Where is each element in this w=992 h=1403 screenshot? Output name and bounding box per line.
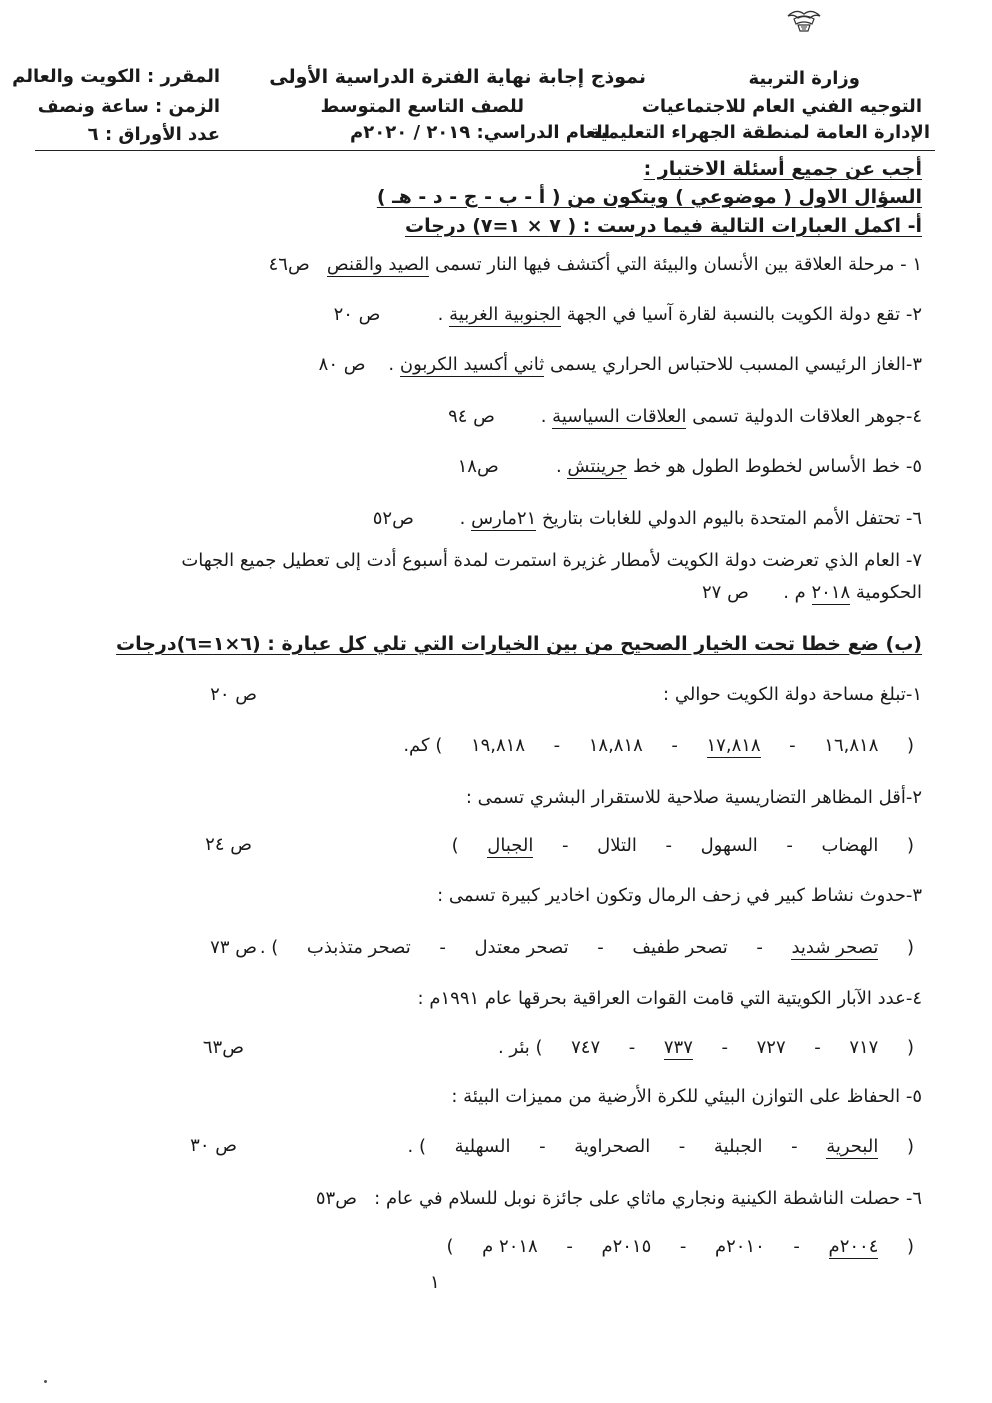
option-separator: - — [650, 1136, 714, 1157]
item-page-ref: ص ٩٤ — [448, 406, 495, 427]
item-text: ٣-الغاز الرئيسي المسبب للاحتباس الحراري يسمى — [549, 354, 922, 375]
correct-option: ٢٠٠٤م — [828, 1236, 879, 1257]
header-divider — [35, 150, 935, 151]
close-paren: ) — [529, 1037, 572, 1058]
part-b-q5-page-ref: ص ٣٠ — [190, 1135, 237, 1156]
option-suffix: . — [259, 937, 266, 958]
part-b-q4-options — [498, 1037, 914, 1058]
option-suffix: بئر . — [497, 1037, 530, 1058]
header-course: المقرر : الكويت والعالم — [12, 66, 220, 87]
part-b-q4: ٤-عدد الآبار الكويتية التي قامت القوات العراقية بحرقها عام ١٩٩١م : — [417, 988, 922, 1009]
option-separator: - — [764, 1236, 829, 1257]
option-separator: - — [642, 735, 707, 756]
option-separator: - — [651, 1236, 715, 1257]
option-separator: - — [525, 735, 589, 756]
item-answer: الجنوبية الغربية — [449, 304, 561, 325]
part-b-q1-options — [403, 735, 914, 756]
header-exam-title: نموذج إجابة نهاية الفترة الدراسية الأولى — [269, 66, 646, 88]
option: السهلية — [454, 1136, 511, 1157]
correct-option: البحرية — [826, 1136, 879, 1157]
option-separator: - — [727, 937, 792, 958]
part-b-q1: ١-تبلغ مساحة دولة الكويت حوالي : — [663, 684, 922, 705]
part-b-q2-page-ref: ص ٢٤ — [205, 834, 252, 855]
part-b-q1-page-ref: ص ٢٠ — [210, 684, 257, 705]
open-paren: ( — [878, 937, 914, 958]
instructions: أجب عن جميع أسئلة الاختبار : — [643, 158, 922, 180]
item-suffix: م . — [783, 582, 806, 603]
open-paren: ( — [878, 1236, 914, 1257]
part-a-title: أ- اكمل العبارات التالية فيما درست : ( ٧ × ١=٧) درجات — [405, 215, 922, 237]
part-a-item-1 — [269, 254, 922, 275]
option: ٢٠١٠م — [714, 1236, 765, 1257]
option: التلال — [597, 835, 637, 856]
part-a-item-5: ٥- خط الأساس لخطوط الطول هو خط جرينتش . ص١٨ — [457, 456, 922, 477]
option: ١٩,٨١٨ — [470, 735, 526, 756]
item-text: ٢- تقع دولة الكويت بالنسبة لقارة آسيا في الجهة — [566, 304, 922, 325]
question-1-title: السؤال الاول ( موضوعي ) ويتكون من ( أ - ب - ج - د - هـ ) — [376, 186, 922, 208]
header-directorate: الإدارة العامة لمنطقة الجهراء التعليمية — [589, 122, 930, 143]
part-b-q2-options — [452, 835, 914, 856]
item-page-ref: ص ٢٠ — [333, 304, 381, 325]
option: ١٦,٨١٨ — [824, 735, 879, 756]
item-page-ref: ص١٨ — [457, 456, 499, 477]
close-paren: ) — [265, 937, 307, 958]
open-paren: ( — [878, 735, 914, 756]
item-text-continued: الحكومية — [855, 582, 922, 603]
item-answer: ٢١مارس — [471, 508, 537, 529]
scan-speck — [44, 1380, 47, 1383]
open-paren: ( — [878, 1136, 914, 1157]
header-pages: عدد الأوراق : ٦ — [87, 124, 220, 145]
header-year: للعام الدراسي: ٢٠١٩ / ٢٠٢٠م — [350, 122, 610, 143]
option-separator: - — [568, 937, 633, 958]
option-separator: - — [510, 1136, 575, 1157]
part-b-q3: ٣-حدوث نشاط كبير في زحف الرمال وتكون اخادير كبيرة تسمى : — [437, 885, 922, 906]
item-text: ٤-جوهر العلاقات الدولية تسمى — [692, 406, 922, 427]
header-time: الزمن : ساعة ونصف — [37, 96, 220, 117]
part-a-item-3: ٣-الغاز الرئيسي المسبب للاحتباس الحراري يسمى ثاني أكسيد الكربون . ص ٨٠ — [318, 354, 922, 375]
question-page-ref: ص٥٣ — [315, 1188, 357, 1209]
option-separator: - — [757, 835, 822, 856]
option: ٧٤٧ — [571, 1037, 601, 1058]
option-separator: - — [762, 1136, 827, 1157]
item-answer: جرينتش — [567, 456, 628, 477]
item-text: ٥- خط الأساس لخطوط الطول هو خط — [633, 456, 922, 477]
part-b-q6 — [316, 1188, 922, 1209]
option: تصحر معتدل — [474, 937, 569, 958]
open-paren: ( — [878, 835, 914, 856]
item-page-ref: ص٥٢ — [372, 508, 414, 529]
option: ١٨,٨١٨ — [588, 735, 643, 756]
close-paren: ) — [429, 735, 471, 756]
option-suffix: كم. — [403, 735, 430, 756]
option: تصحر متذبذب — [306, 937, 411, 958]
option-separator: - — [636, 835, 701, 856]
option: الصحراوية — [574, 1136, 651, 1157]
part-b-title: (ب) ضع خطا تحت الخيار الصحيح من بين الخيارات التي تلي كل عبارة : (٦×١=٦)درجات — [115, 633, 922, 655]
option-separator: - — [537, 1236, 602, 1257]
ministry-emblem-icon — [784, 6, 824, 34]
part-b-q6-options — [447, 1236, 914, 1257]
header-grade: للصف التاسع المتوسط — [320, 96, 524, 117]
option-separator: - — [410, 937, 475, 958]
item-page-ref: ص ٢٧ — [702, 582, 749, 603]
correct-option: ١٧,٨١٨ — [706, 735, 761, 756]
part-a-item-7-line1: ٧- العام الذي تعرضت دولة الكويت لأمطار غزيرة استمرت لمدة أسبوع أدت إلى تعطيل جميع الجهات — [181, 550, 922, 571]
question-text: ٦- حصلت الناشطة الكينية ونجاري ماثاي على جائزة نوبل للسلام في عام : — [374, 1188, 922, 1209]
option-separator: - — [760, 735, 825, 756]
part-a-item-7-line2 — [702, 582, 922, 603]
option: تصحر طفيف — [632, 937, 728, 958]
option: ٢٠١٨ م — [482, 1236, 538, 1257]
item-page-ref: ص٤٦ — [268, 254, 310, 275]
option-separator: - — [692, 1037, 757, 1058]
option: ٢٠١٥م — [601, 1236, 652, 1257]
part-b-q3-options — [260, 937, 914, 958]
item-answer: ثاني أكسيد الكربون — [399, 354, 545, 375]
option: الهضاب — [821, 835, 879, 856]
option: السهول — [700, 835, 758, 856]
item-answer: العلاقات السياسية — [552, 406, 687, 427]
part-b-q3-page-ref: ص ٧٣ — [210, 937, 257, 958]
correct-option: الجبال — [487, 835, 534, 856]
option-separator: - — [785, 1037, 850, 1058]
close-paren: ) — [446, 1236, 483, 1257]
item-page-ref: ص ٨٠ — [318, 354, 366, 375]
page-number: ١ — [430, 1272, 440, 1293]
part-a-item-2: ٢- تقع دولة الكويت بالنسبة لقارة آسيا في الجهة الجنوبية الغربية . ص ٢٠ — [333, 304, 922, 325]
open-paren: ( — [878, 1037, 914, 1058]
option-separator: - — [600, 1037, 664, 1058]
item-text: ١ - مرحلة العلاقة بين الأنسان والبيئة التي أكتشف فيها النار تسمى — [435, 254, 922, 275]
close-paren: ) — [451, 835, 488, 856]
close-paren: ) — [413, 1136, 455, 1157]
option: ٧٢٧ — [756, 1037, 786, 1058]
header-ministry: وزارة التربية — [748, 68, 860, 89]
part-b-q5: ٥- الحفاظ على التوازن البيئي للكرة الأرضية من مميزات البيئة : — [451, 1086, 922, 1107]
item-answer: ٢٠١٨ — [811, 582, 851, 603]
correct-option: ٧٣٧ — [663, 1037, 693, 1058]
part-b-q2: ٢-أقل المظاهر التضاريسية صلاحية للاستقرار البشري تسمى : — [465, 787, 922, 808]
option: ٧١٧ — [849, 1037, 879, 1058]
option-suffix: . — [407, 1136, 414, 1157]
part-b-q5-options — [408, 1136, 915, 1157]
part-b-q4-page-ref: ص٦٣ — [202, 1037, 244, 1058]
option: الجبلية — [713, 1136, 763, 1157]
item-text: ٦- تحتفل الأمم المتحدة باليوم الدولي للغابات بتاريخ — [542, 508, 922, 529]
header-guidance: التوجيه الفني العام للاجتماعيات — [641, 96, 922, 117]
option-separator: - — [533, 835, 598, 856]
correct-option: تصحر شديد — [791, 937, 879, 958]
item-answer: الصيد والقنص — [326, 254, 430, 275]
part-a-item-4: ٤-جوهر العلاقات الدولية تسمى العلاقات السياسية . ص ٩٤ — [448, 406, 922, 427]
part-a-item-6: ٦- تحتفل الأمم المتحدة باليوم الدولي للغابات بتاريخ ٢١مارس . ص٥٢ — [372, 508, 922, 529]
